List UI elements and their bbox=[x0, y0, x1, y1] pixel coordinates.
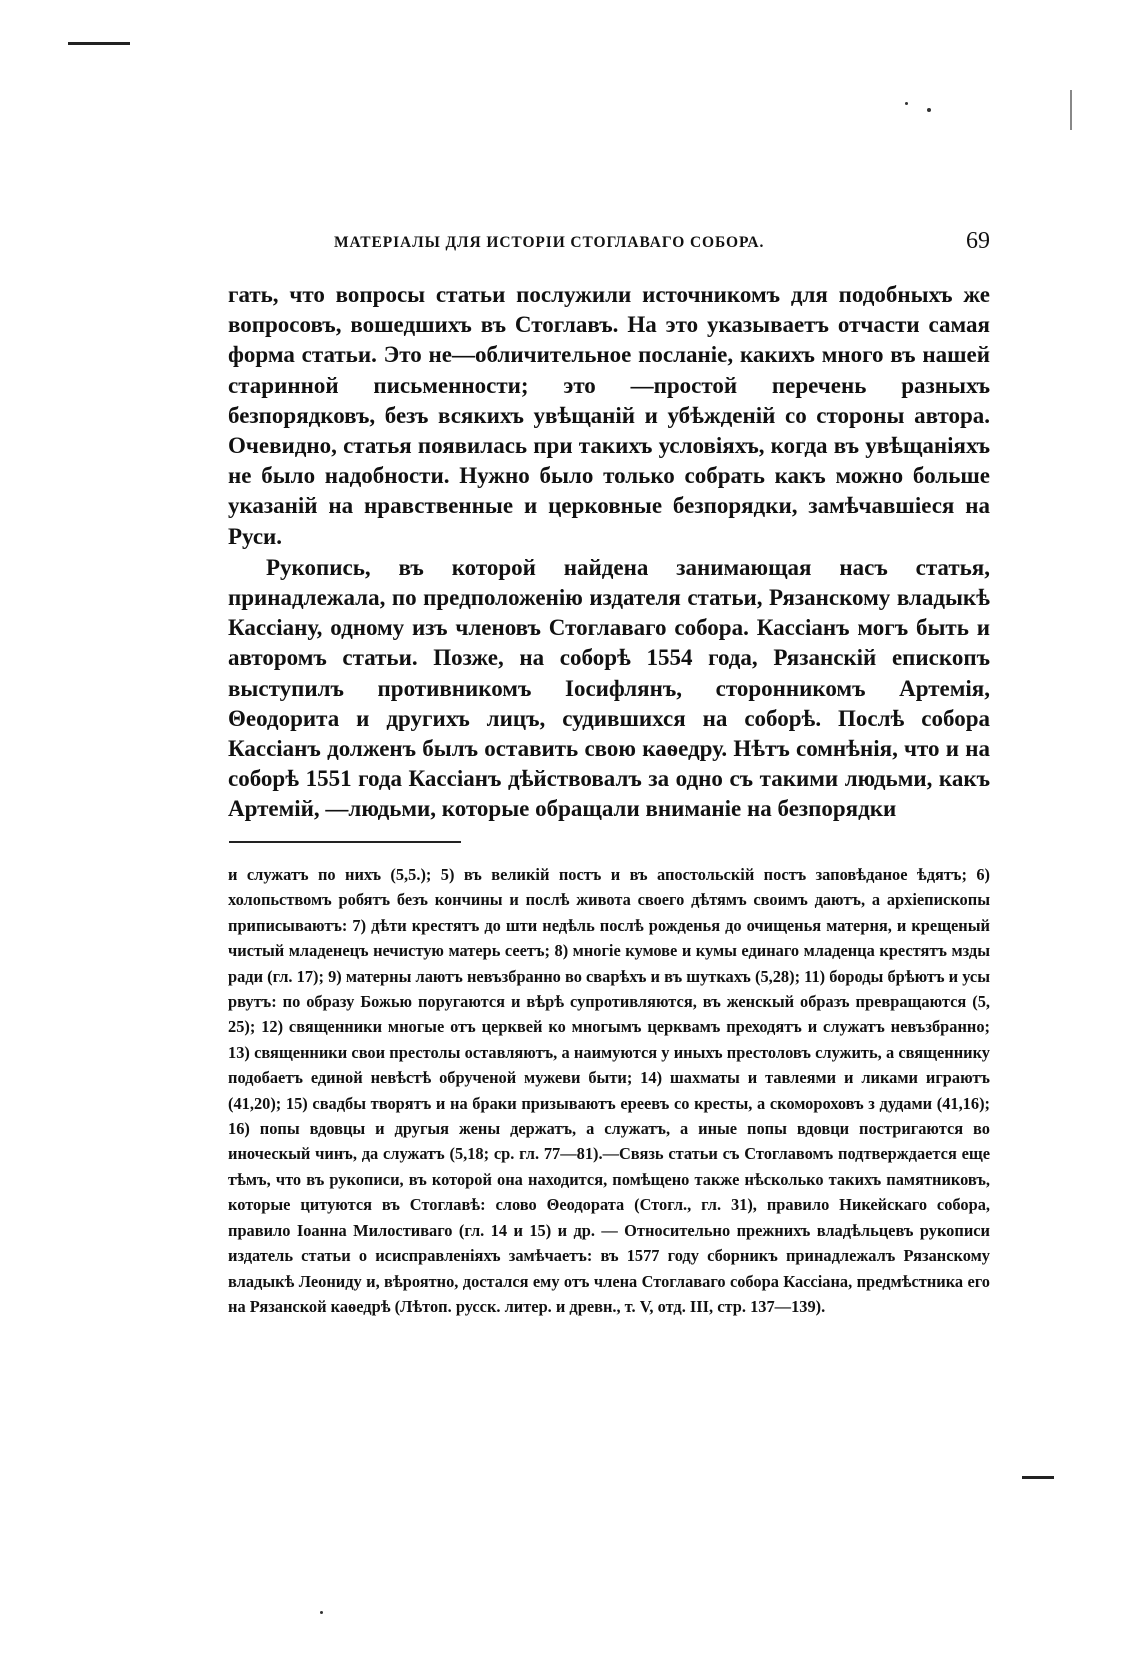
footnote-text: и служатъ по нихъ (5,5.); 5) въ великій постъ и въ апостольскій постъ заповѣданое ѣдятъ; 6) холопьствомъ робятъ безъ кончины и послѣ живота своего дѣтямъ своимъ даютъ, а архіепископы приписываютъ: 7) дѣти крестятъ до шти недѣль послѣ рожденья до очищенья матерня, и крещеный чистый младенецъ нечистую матерь сеетъ; 8) многіе кумове и кумы единаго младенца крестятъ мзды ради (гл. 17); 9) матерны лаютъ невъзбранно во сварѣхъ и въ шуткахъ (5,28); 11) бороды брѣютъ и усы рвутъ: по образу Божью поругаются и вѣрѣ супротивляются, въ женскый образъ превращаются (5, 25); 12) священники многые отъ церквей ко многымъ церквамъ преходятъ и служатъ невъзбранно; 13) священники свои престолы оставляютъ, а наимуются у иныхъ престоловъ служить, а священнику подобаетъ единой невѣстѣ обрученой мужеви быти; 14) шахматы и тавлеями и ликами играютъ (41,20); 15) свадбы творятъ и на браки призываютъ ереевъ со кресты, а скомороховъ з дудами (41,16); 16) попы вдовцы и другыя жены держатъ, а служатъ, а иные попы вдовци постригаются во иноческый чинъ, да служатъ (5,18; ср. гл. 77—81).—Связь статьи съ Стоглавомъ подтверждается еще тѣмъ, что въ рукописи, въ которой она находится, помѣщено также нѣсколько такихъ памятниковъ, которые цитуются въ Стоглавѣ: слово Θеодората (Стогл., гл. 31), правило Никейскаго собора, правило Іоанна Милостиваго (гл. 14 и 15) и др. — Относительно прежнихъ владѣльцевъ рукописи издатель статьи о исисправленіяхъ замѣчаетъ: въ 1577 году сборникъ принадлежалъ Рязанскому владыкѣ Леониду и, вѣроятно, достался ему отъ члена Стоглаваго собора Кассіана, предмѣстника его на Рязанской каѳедрѣ (Лѣтоп. русск. литер. и древн., т. V, отд. III, стр. 137—139). bbox=[228, 865, 990, 1316]
main-text bbox=[228, 280, 990, 825]
footnote-separator bbox=[229, 841, 461, 843]
body-paragraph: гать, что вопросы статьи послужили источникомъ для подобныхъ же вопросовъ, вошедшихъ въ Стоглавъ. На это указываетъ отчасти самая форма статьи. Это не—обличительное посланіе, какихъ много въ нашей старинной письменности; это —простой перечень разныхъ безпорядковъ, безъ всякихъ увѣщаній и убѣжденій со стороны автора. Очевидно, статья появилась при такихъ условіяхъ, когда въ увѣщаніяхъ не было надобности. Нужно было только собрать какъ можно больше указаній на нравственные и церковные безпорядки, замѣчавшіеся на Руси. bbox=[228, 282, 990, 549]
footnote bbox=[228, 862, 990, 1319]
scan-edge-mark bbox=[1070, 90, 1072, 130]
page-number: 69 bbox=[966, 228, 990, 254]
running-head bbox=[230, 230, 990, 260]
scan-speck bbox=[927, 108, 931, 112]
scan-speck bbox=[905, 102, 908, 105]
margin-rule-mark bbox=[1022, 1476, 1054, 1479]
scan-speck bbox=[320, 1611, 323, 1614]
running-title: МАТЕРІАЛЫ ДЛЯ ИСТОРІИ СТОГЛАВАГО СОБОРА. bbox=[334, 234, 765, 251]
margin-rule-mark bbox=[68, 42, 130, 45]
body-paragraph: Рукопись, въ которой найдена занимающая насъ статья, принадлежала, по предположенію издателя статьи, Рязанскому владыкѣ Кассіану, одному изъ членовъ Стоглаваго собора. Кассіанъ могъ быть и авторомъ статьи. Позже, на соборѣ 1554 года, Рязанскій епископъ выступилъ противникомъ Іосифлянъ, сторонникомъ Артемія, Θеодорита и другихъ лицъ, судившихся на соборѣ. Послѣ собора Кассіанъ долженъ былъ оставить свою каѳедру. Нѣтъ сомнѣнія, что и на соборѣ 1551 года Кассіанъ дѣйствовалъ за одно съ такими людьми, какъ Артемій, —людьми, которые обращали вниманіе на безпорядки bbox=[228, 554, 990, 822]
